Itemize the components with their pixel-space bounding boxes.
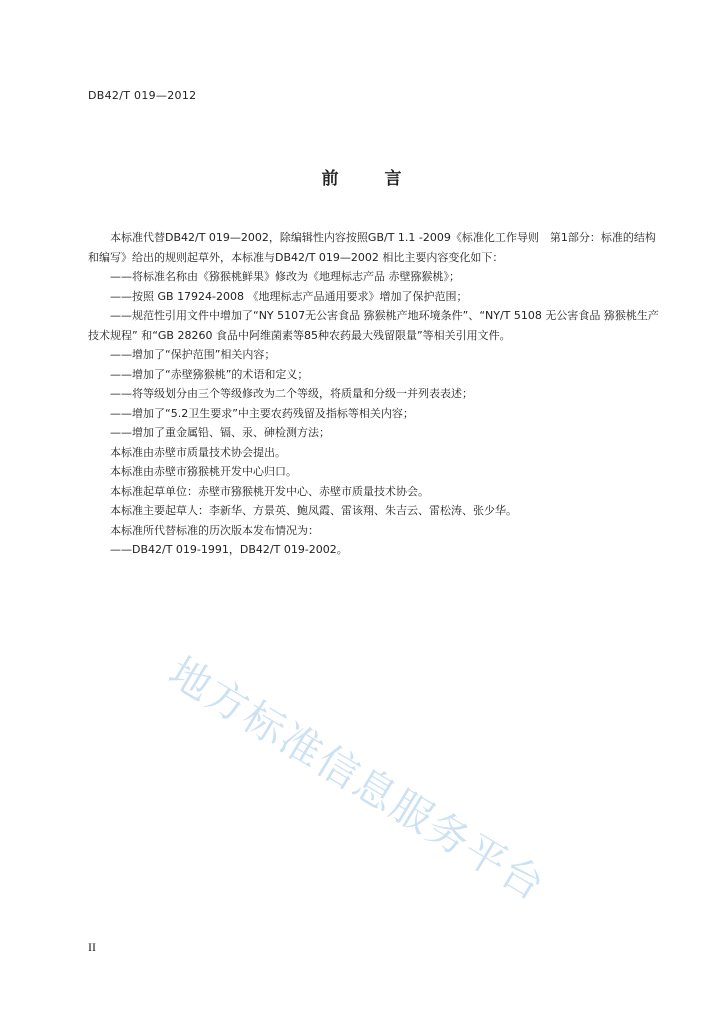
centralized-unit-statement: 本标准由赤壁市猕猴桃开发中心归口。 [110, 465, 297, 478]
change-item-normative-references: ——规范性引用文件中增加了“NY 5107无公害食品 猕猴桃产地环境条件”、“NY/T 5108 无公害食品 猕猴桃生产技术规程” 和“GB 28260 食品中阿维菌素等85种农药最大残留限量”等相关引用文件。 [88, 309, 659, 342]
change-item-scope-content: ——增加了“保护范围”相关内容； [110, 348, 276, 361]
foreword-body [88, 228, 660, 560]
history-statement: 本标准所代替标准的历次版本发布情况为： [110, 523, 319, 537]
change-item-heavy-metals: ——增加了重金属铅、镉、汞、砷检测方法； [110, 426, 330, 439]
page-title: 前 言 [321, 169, 403, 189]
history-versions: ——DB42/T 019-1991，DB42/T 019-2002。 [110, 543, 348, 556]
change-item-protection-scope: ——按照 GB 17924-2008 《地理标志产品通用要求》增加了保护范围； [110, 289, 468, 303]
change-item-rename: ——将标准名称由《猕猴桃鲜果》修改为《地理标志产品 赤壁猕猴桃》； [110, 270, 460, 283]
watermark: 地方标准信息服务平台 [160, 647, 554, 911]
drafters-statement: 本标准主要起草人：李新华、方景英、鲍凤霞、雷该翔、朱吉云、雷松涛、张少华。 [110, 504, 517, 517]
page-number: II [88, 940, 96, 954]
proposer-statement: 本标准由赤壁市质量技术协会提出。 [110, 445, 286, 459]
change-item-hygiene: ——增加了“5.2卫生要求”中主要农药残留及指标等相关内容； [110, 406, 414, 420]
document-code-header: DB42/T 019—2012 [88, 89, 197, 102]
change-item-grades: ——将等级划分由三个等级修改为二个等级，将质量和分级一并列表表述； [110, 387, 473, 400]
change-item-terms: ——增加了“赤壁猕猴桃”的术语和定义； [110, 367, 309, 381]
drafting-units-statement: 本标准起草单位：赤壁市猕猴桃开发中心、赤壁市质量技术协会。 [110, 484, 429, 498]
intro-paragraph: 本标准代替DB42/T 019—2002，除编辑性内容按照GB/T 1.1 -2009《标准化工作导则 第1部分：标准的结构和编写》给出的规则起草外，本标准与DB42/T 019—2002 相比主要内容变化如下： [88, 231, 656, 264]
